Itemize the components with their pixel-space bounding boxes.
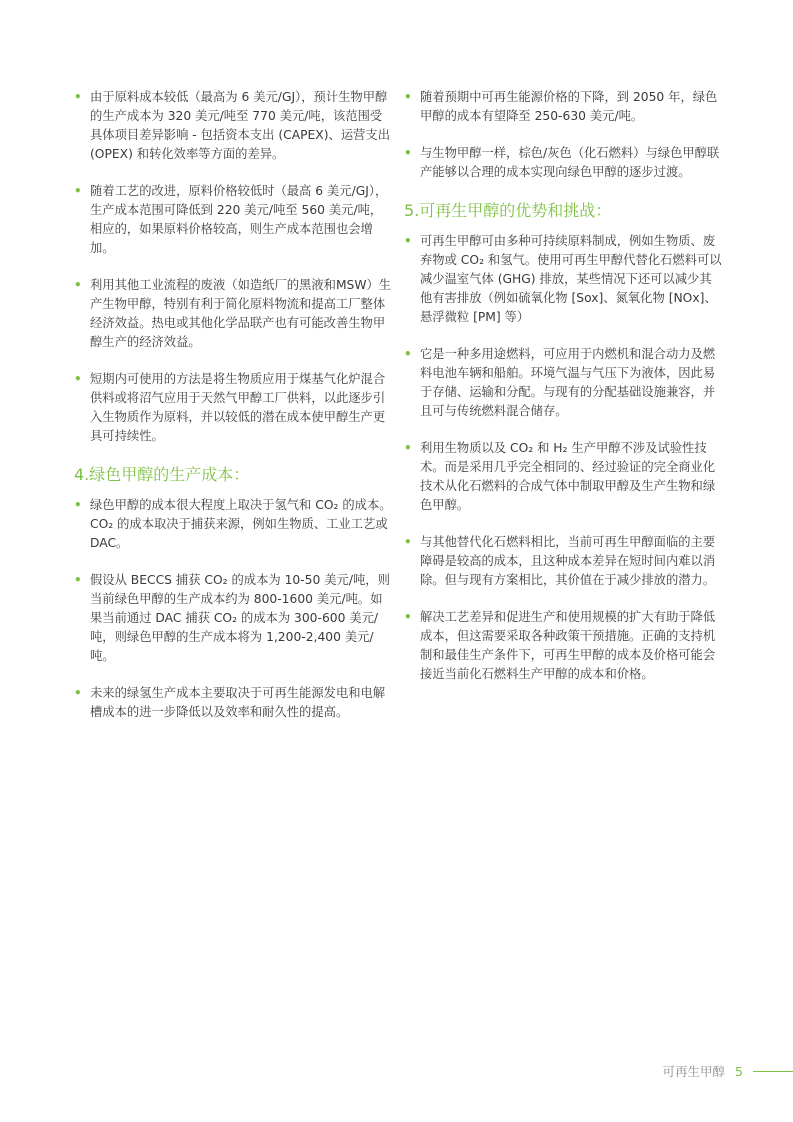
bullet-icon: • [74,372,82,386]
list-item [74,88,392,164]
list-item [74,684,392,722]
list-item-text: 它是一种多用途燃料，可应用于内燃机和混合动力及燃料电池车辆和船舶。环境气温与气压下为液体，因此易于存储、运输和分配。与现有的分配基础设施兼容，并且可与传统燃料混合储存。 [420,347,716,418]
bullet-icon: • [404,90,412,104]
list-item [404,439,722,515]
footer-title: 可再生甲醇 [662,1064,726,1079]
list-item-text: 与生物甲醇一样，棕色/灰色（化石燃料）与绿色甲醇联产能够以合理的成本实现向绿色甲醇的逐步过渡。 [420,146,720,179]
bullet-icon: • [74,184,82,198]
list-item-text: 解决工艺差异和促进生产和使用规模的扩大有助于降低成本，但这需要采取各种政策干预措施。正确的支持机制和最佳生产条件下，可再生甲醇的成本及价格可能会接近当前化石燃料生产甲醇的成本和价格。 [420,610,716,681]
list-item [74,276,392,352]
section-heading: 5.可再生甲醇的优势和挑战： [404,201,612,220]
list-item-text: 假设从 BECCS 捕获 CO₂ 的成本为 10-50 美元/吨，则当前绿色甲醇的生产成本约为 800-1600 美元/吨。如果当前通过 DAC 捕获 CO₂ 的成本为 300-600 美元/吨，则绿色甲醇的生产成本将为 1,200-2,400 美元/吨。 [90,573,390,663]
bullet-icon: • [404,347,412,361]
list-item-text: 随着预期中可再生能源价格的下降，到 2050 年，绿色甲醇的成本有望降至 250-630 美元/吨。 [420,90,718,123]
list-item [404,533,722,590]
list-item [404,345,722,421]
bullet-icon: • [404,441,412,455]
bullet-icon: • [404,535,412,549]
list-item-text: 利用其他工业流程的废液（如造纸厂的黑液和MSW）生产生物甲醇，特别有利于简化原料物流和提高工厂整体经济效益。热电或其他化学品联产也有可能改善生物甲醇生产的经济效益。 [90,278,392,349]
bullet-icon: • [74,498,82,512]
bullet-icon: • [74,573,82,587]
list-item [74,571,392,666]
list-item [404,232,722,327]
list-item [74,370,392,446]
list-item-text: 利用生物质以及 CO₂ 和 H₂ 生产甲醇不涉及试验性技术。而是采用几乎完全相同的、经过验证的完全商业化技术从化石燃料的合成气体中制取甲醇及生产生物和绿色甲醇。 [420,441,716,512]
list-item-text: 绿色甲醇的成本很大程度上取决于氢气和 CO₂ 的成本。CO₂ 的成本取决于捕获来源，例如生物质、工业工艺或 DAC。 [90,498,392,550]
bullet-icon: • [74,278,82,292]
list-item [74,496,392,553]
bullet-icon: • [404,146,412,160]
list-item [404,608,722,684]
list-item-text: 随着工艺的改进，原料价格较低时（最高 6 美元/GJ），生产成本范围可降低到 220 美元/吨至 560 美元/吨，相应的，如果原料价格较高，则生产成本范围也会增加。 [90,184,388,255]
bullet-icon: • [404,234,412,248]
list-item [404,88,722,126]
footer-divider [753,1071,793,1072]
list-item [404,144,722,182]
list-item-text: 短期内可使用的方法是将生物质应用于煤基气化炉混合供料或将沼气应用于天然气甲醇工厂供料，以此逐步引入生物质作为原料，并以较低的潜在成本使甲醇生产更具可持续性。 [90,372,386,443]
page-number: 5 [735,1063,743,1079]
section-heading: 4.绿色甲醇的生产成本： [74,465,250,484]
list-item-text: 由于原料成本较低（最高为 6 美元/GJ），预计生物甲醇的生产成本为 320 美元/吨至 770 美元/吨，该范围受具体项目差异影响 - 包括资本支出 (CAPEX)、运营支出 (OPEX) 和转化效率等方面的差异。 [90,90,391,161]
bullet-icon: • [74,90,82,104]
list-item-text: 与其他替代化石燃料相比，当前可再生甲醇面临的主要障碍是较高的成本，且这种成本差异在短时间内难以消除。但与现有方案相比，其价值在于减少排放的潜力。 [420,535,716,587]
list-item-text: 未来的绿氢生产成本主要取决于可再生能源发电和电解槽成本的进一步降低以及效率和耐久性的提高。 [90,686,386,719]
bullet-icon: • [404,610,412,624]
right-column [404,88,722,702]
list-item [74,182,392,258]
page-footer [663,1062,793,1080]
left-column [74,88,392,740]
list-item-text: 可再生甲醇可由多种可持续原料制成，例如生物质、废弃物或 CO₂ 和氢气。使用可再生甲醇代替化石燃料可以减少温室气体 (GHG) 排放，某些情况下还可以减少其他有害排放（例如硫氧化物 [Sox]、氮氧化物 [NOx]、悬浮微粒 [PM] 等） [420,234,722,324]
bullet-icon: • [74,686,82,700]
